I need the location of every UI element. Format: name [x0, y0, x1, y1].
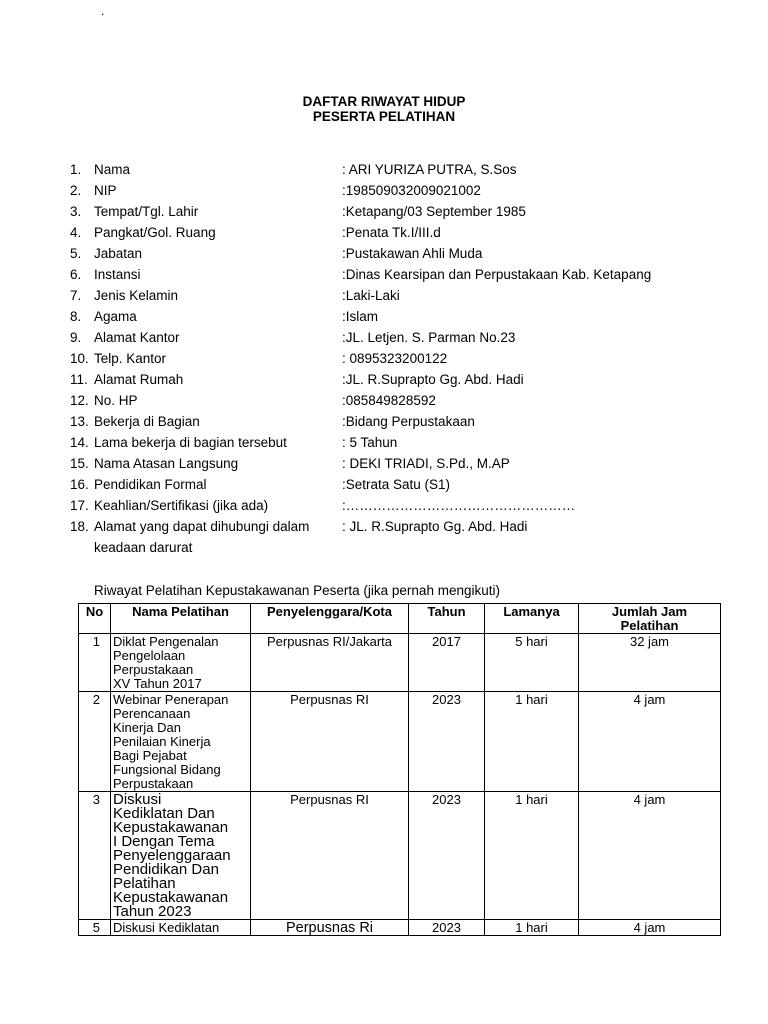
cell-organizer: Perpusnas RI — [251, 792, 409, 920]
cell-name-line: Tahun 2023 — [113, 903, 192, 920]
biodata-label: Jabatan — [94, 246, 143, 261]
biodata-number: 11. — [70, 372, 88, 387]
biodata-row — [0, 477, 768, 498]
biodata-number: 1. — [70, 162, 82, 177]
cell-no: 2 — [79, 692, 111, 792]
biodata-value: :198509032009021002 — [342, 183, 481, 198]
biodata-row — [0, 456, 768, 477]
training-table-header — [79, 604, 721, 634]
biodata-value: :085849828592 — [342, 393, 436, 408]
header-duration: Lamanya — [485, 604, 579, 634]
cell-organizer: Perpusnas RI/Jakarta — [251, 634, 409, 692]
biodata-value: :…………………………………………… — [342, 498, 576, 513]
biodata-number: 9. — [70, 330, 82, 345]
biodata-label: Keahlian/Sertifikasi (jika ada) — [94, 498, 269, 513]
cell-name-line: Diskusi — [113, 791, 162, 808]
document-title: DAFTAR RIWAYAT HIDUP — [302, 94, 466, 109]
cell-name-line: Penyelenggaraan — [113, 847, 231, 864]
cell-name-line: Perencanaan — [113, 706, 191, 721]
biodata-number: 2. — [70, 183, 82, 198]
biodata-row — [0, 519, 768, 540]
biodata-label: Alamat Rumah — [94, 372, 184, 387]
biodata-row — [0, 225, 768, 246]
cell-name-line: I Dengan Tema — [113, 833, 215, 850]
biodata-label: NIP — [94, 183, 117, 198]
cell-name — [111, 792, 251, 920]
biodata-label: Pendidikan Formal — [94, 477, 207, 492]
biodata-label: Pangkat/Gol. Ruang — [94, 225, 216, 240]
biodata-value: : 0895323200122 — [342, 351, 448, 366]
biodata-row — [0, 498, 768, 519]
document-subtitle: PESERTA PELATIHAN — [312, 109, 456, 124]
biodata-label: Alamat yang dapat dihubungi dalam — [94, 519, 310, 534]
header-name: Nama Pelatihan — [111, 604, 251, 634]
biodata-list — [0, 162, 768, 561]
cell-name-line: Kinerja Dan — [113, 720, 181, 735]
biodata-value: :Bidang Perpustakaan — [342, 414, 475, 429]
table-row — [79, 920, 721, 936]
cell-duration: 1 hari — [485, 692, 579, 792]
biodata-label: Tempat/Tgl. Lahir — [94, 204, 199, 219]
biodata-label: Agama — [94, 309, 137, 324]
biodata-row — [0, 246, 768, 267]
biodata-label: Bekerja di Bagian — [94, 414, 200, 429]
cell-hours: 4 jam — [579, 792, 721, 920]
biodata-number: 3. — [70, 204, 82, 219]
biodata-row — [0, 204, 768, 225]
cell-name-line: Webinar Penerapan — [113, 692, 229, 707]
biodata-value: : DEKI TRIADI, S.Pd., M.AP — [342, 456, 510, 471]
cell-year: 2017 — [409, 634, 485, 692]
header-no: No — [79, 604, 111, 634]
cell-name — [111, 920, 251, 936]
cell-name-line: Diklat Pengenalan — [113, 634, 219, 649]
biodata-number: 7. — [70, 288, 82, 303]
biodata-row — [0, 372, 768, 393]
training-table — [78, 603, 721, 936]
cell-no: 1 — [79, 634, 111, 692]
biodata-row — [0, 267, 768, 288]
biodata-number: 13. — [70, 414, 89, 429]
biodata-label-continuation: keadaan darurat — [94, 540, 193, 555]
cell-year: 2023 — [409, 920, 485, 936]
cell-name — [111, 692, 251, 792]
biodata-number: 18. — [70, 519, 89, 534]
cell-hours: 4 jam — [579, 692, 721, 792]
cell-name-line: Perpustakaan — [113, 662, 194, 677]
cell-name-line: Fungsional Bidang — [113, 762, 221, 777]
biodata-row — [0, 435, 768, 456]
cell-name-line: Penilaian Kinerja — [113, 734, 211, 749]
cell-duration: 5 hari — [485, 634, 579, 692]
biodata-number: 12. — [70, 393, 89, 408]
cell-name-line: Kepustakawanan — [113, 889, 229, 906]
cell-no: 5 — [79, 920, 111, 936]
biodata-number: 17. — [70, 498, 89, 513]
biodata-number: 6. — [70, 267, 82, 282]
biodata-number: 16. — [70, 477, 89, 492]
biodata-number: 15. — [70, 456, 89, 471]
table-row — [79, 634, 721, 692]
cell-name-line: Bagi Pejabat — [113, 748, 187, 763]
biodata-label: Alamat Kantor — [94, 330, 180, 345]
biodata-label: Jenis Kelamin — [94, 288, 179, 303]
biodata-value: : 5 Tahun — [342, 435, 398, 450]
cell-year: 2023 — [409, 792, 485, 920]
cell-name-line: Pendidikan Dan — [113, 861, 219, 878]
biodata-value: : JL. R.Suprapto Gg. Abd. Hadi — [342, 519, 528, 534]
biodata-value: :Setrata Satu (S1) — [342, 477, 451, 492]
biodata-row — [0, 183, 768, 204]
header-hours-line2: Pelatihan — [620, 618, 679, 633]
cell-name-line: Pengelolaan — [113, 648, 186, 663]
cell-duration: 1 hari — [485, 920, 579, 936]
cell-name — [111, 634, 251, 692]
biodata-value: :JL. Letjen. S. Parman No.23 — [342, 330, 516, 345]
cell-organizer: Perpusnas RI — [251, 692, 409, 792]
cell-duration: 1 hari — [485, 792, 579, 920]
biodata-value: :Islam — [342, 309, 379, 324]
header-year: Tahun — [409, 604, 485, 634]
biodata-row — [0, 414, 768, 435]
biodata-row — [0, 288, 768, 309]
biodata-number: 14. — [70, 435, 89, 450]
biodata-row — [0, 309, 768, 330]
biodata-row — [0, 393, 768, 414]
biodata-continuation-row — [0, 540, 768, 561]
table-row — [79, 792, 721, 920]
cell-hours: 32 jam — [579, 634, 721, 692]
header-organizer: Penyelenggara/Kota — [251, 604, 409, 634]
biodata-label: No. HP — [94, 393, 138, 408]
biodata-label: Lama bekerja di bagian tersebut — [94, 435, 287, 450]
training-section-title: Riwayat Pelatihan Kepustakawanan Peserta (jika pernah mengikuti) — [94, 583, 500, 598]
biodata-row — [0, 330, 768, 351]
biodata-label: Telp. Kantor — [94, 351, 167, 366]
header-hours-line1: Jumlah Jam — [611, 604, 688, 619]
biodata-value: :Penata Tk.I/III.d — [342, 225, 441, 240]
cell-name-line: Pelatihan — [113, 875, 176, 892]
biodata-value: :JL. R.Suprapto Gg. Abd. Hadi — [342, 372, 524, 387]
biodata-row — [0, 162, 768, 183]
header-hours — [579, 604, 721, 634]
biodata-row — [0, 351, 768, 372]
biodata-value: :Laki-Laki — [342, 288, 400, 303]
biodata-label: Nama — [94, 162, 131, 177]
cell-name-line: XV Tahun 2017 — [113, 676, 202, 691]
biodata-number: 5. — [70, 246, 82, 261]
biodata-number: 10. — [70, 351, 89, 366]
cell-name-line: Kepustakawanan — [113, 819, 229, 836]
cell-organizer: Perpusnas Ri — [251, 920, 409, 936]
table-row — [79, 692, 721, 792]
biodata-number: 4. — [70, 225, 82, 240]
biodata-label: Nama Atasan Langsung — [94, 456, 239, 471]
biodata-number: 8. — [70, 309, 82, 324]
cell-name-line: Diskusi Kediklatan — [113, 920, 220, 935]
biodata-value: :Ketapang/03 September 1985 — [342, 204, 526, 219]
cell-no: 3 — [79, 792, 111, 920]
cell-name-line: Kediklatan Dan — [113, 805, 215, 822]
stray-dot: . — [101, 4, 105, 18]
cell-name-line: Perpustakaan — [113, 776, 194, 791]
cell-hours: 4 jam — [579, 920, 721, 936]
biodata-value: : ARI YURIZA PUTRA, S.Sos — [342, 162, 517, 177]
biodata-value: :Dinas Kearsipan dan Perpustakaan Kab. Ketapang — [342, 267, 652, 282]
cell-year: 2023 — [409, 692, 485, 792]
biodata-value: :Pustakawan Ahli Muda — [342, 246, 483, 261]
biodata-label: Instansi — [94, 267, 141, 282]
